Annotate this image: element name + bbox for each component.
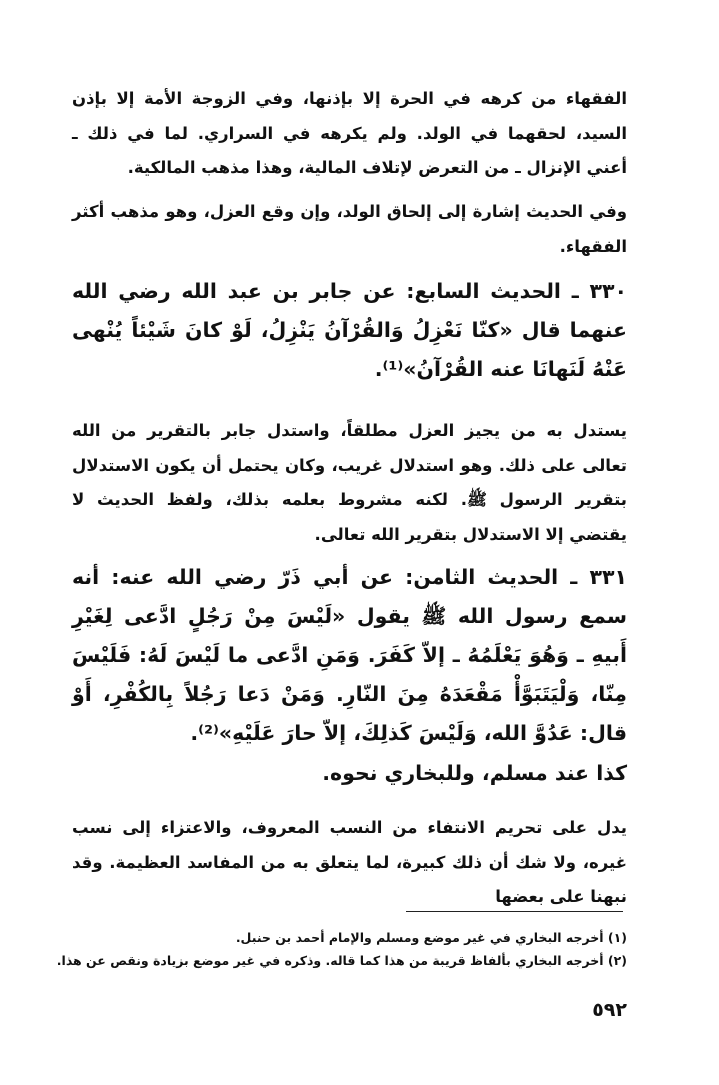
- hadith-331: ٣٣١ ـ الحديث الثامن: عن أبي ذَرّ رضي الله عنه: أنه سمع رسول الله ﷺ يقول «لَيْسَ مِنْ رَجُلٍ ادَّعى لِغَيْرِ أَبيهِ ـ وَهُوَ يَعْلَمُهُ ـ إلاّ كَفَرَ. وَمَنِ ادَّعى ما لَيْسَ لَهُ: فَلَيْسَ مِنّا، وَلْيَتَبَوَّأْ مَقْعَدَهُ مِنَ النّارِ. وَمَنْ دَعا رَجُلاً بِالكُفْرِ، أَوْ قال: عَدُوَّ الله، وَلَيْسَ كَذلِكَ، إلاّ حارَ عَلَيْهِ»⁽²⁾.: [72, 565, 627, 745]
- footnote-2: (٢) أخرجه البخاري بألفاظ قريبة من هذا كما قاله. وذكره في غير موضع بزيادة ونقص عن هذا.: [56, 953, 627, 968]
- page-number: ٥٩٢: [592, 999, 627, 1021]
- paragraph-tahrim: يدل على تحريم الانتفاء من النسب المعروف، والاعتزاء إلى نسب غيره، ولا شك أن ذلك كبيرة، لما يتعلق به من المفاسد العظيمة. وقد نبهنا على بعضها: [72, 818, 627, 906]
- paragraph-ilhaq-walad: وفي الحديث إشارة إلى إلحاق الولد، وإن وقع العزل، وهو مذهب أكثر الفقهاء.: [72, 202, 627, 256]
- paragraph-istidlal: يستدل به من يجيز العزل مطلقاً، واستدل جابر بالتقرير من الله تعالى على ذلك. وهو استدلال غريب، وكان يحتمل أن يكون الاستدلال بتقرير الرسول ﷺ. لكنه مشروط بعلمه بذلك، ولفظ الحديث لا يقتضي إلا الاستدلال بتقرير الله تعالى.: [72, 421, 627, 544]
- footnote-1: (١) أخرجه البخاري في غير موضع ومسلم والإمام أحمد بن حنبل.: [235, 930, 627, 945]
- footnote-divider: [406, 911, 623, 912]
- paragraph-fiqh-karaha: الفقهاء من كرهه في الحرة إلا بإذنها، وفي الزوجة الأمة إلا بإذن السيد، لحقهما في الولد. ولم يكرهه في السراري. لما في ذلك ـ أعني الإنزال ـ من التعرض لإتلاف المالية، وهذا مذهب المالكية.: [72, 89, 627, 177]
- hadith-330: ٣٣٠ ـ الحديث السابع: عن جابر بن عبد الله رضي الله عنهما قال «كنّا نَعْزِلُ وَالقُرْآنُ يَنْزِلُ، لَوْ كانَ شَيْئاً يُنْهى عَنْهُ لَنَهانَا عنه القُرْآنُ»⁽¹⁾.: [72, 279, 627, 381]
- paragraph-muslim-bukhari: كذا عند مسلم، وللبخاري نحوه.: [322, 761, 627, 785]
- footnotes: [56, 926, 627, 972]
